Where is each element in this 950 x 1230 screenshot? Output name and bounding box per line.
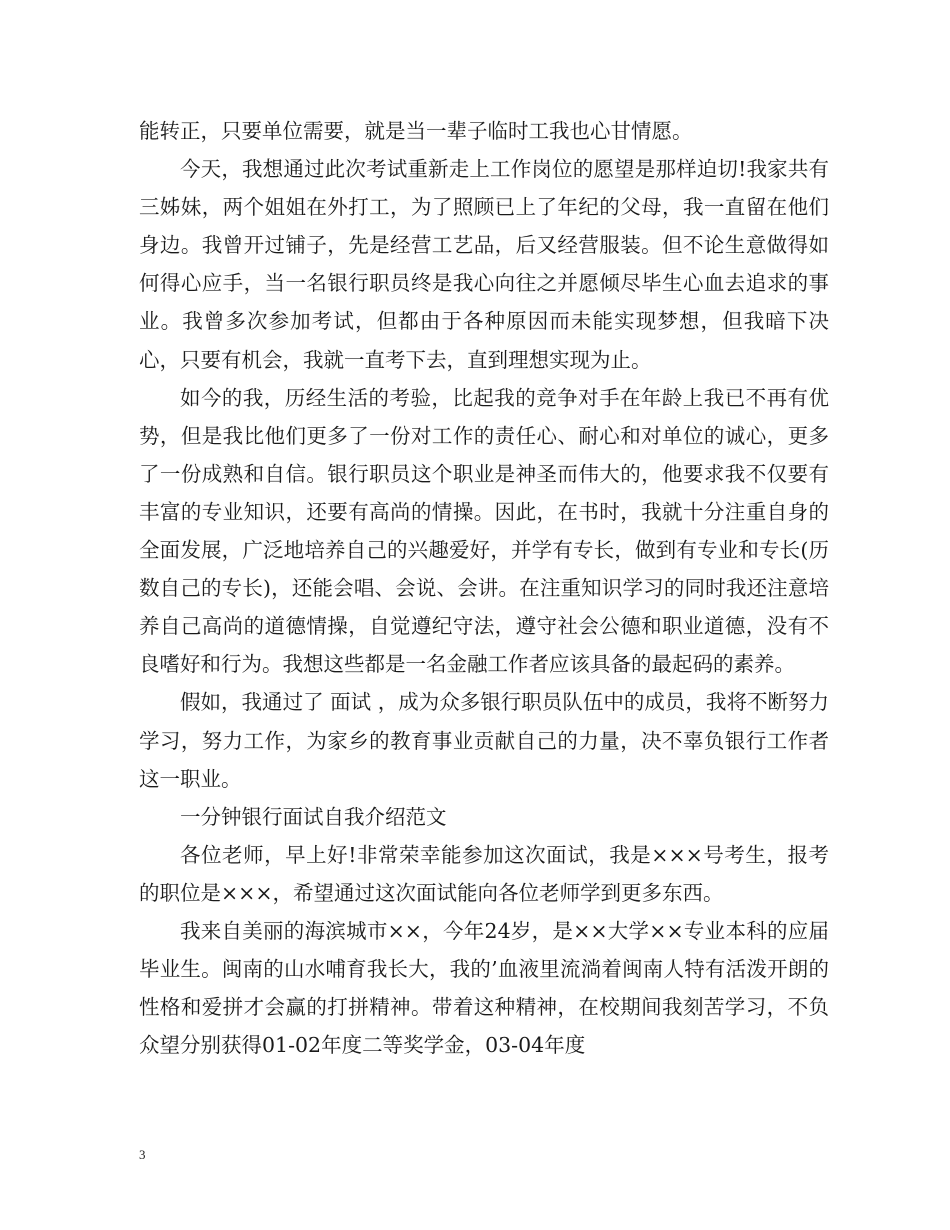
paragraph-greeting: 各位老师，早上好!非常荣幸能参加这次面试，我是×××号考生，报考的职位是×××，希望通过这次面试能向各位老师学到更多东西。 [139,842,829,905]
paragraph-background: 我来自美丽的海滨城市××，今年24岁，是××大学××专业本科的应届毕业生。闽南的山水哺育我长大，我的’血液里流淌着闽南人特有活泼开朗的性格和爱拼才会赢的打拼精神。带着这种精神，在校期间我刻苦学习，不负众望分别获得01-02年度二等奖学金，03-04年度 [139,918,829,1058]
paragraph-if-pass: 假如，我通过了 面试 ，成为众多银行职员队伍中的成员，我将不断努力学习，努力工作，为家乡的教育事业贡献自己的力量，决不辜负银行工作者这一职业。 [139,690,829,791]
paragraph-current-self: 如今的我，历经生活的考验，比起我的竞争对手在年龄上我已不再有优势，但是我比他们更多了一份对工作的责任心、耐心和对单位的诚心，更多了一份成熟和自信。银行职员这个职业是神圣而伟大的，他要求我不仅要有丰富的专业知识，还要有高尚的情操。因此，在书时，我就十分注重自身的全面发展，广泛地培养自己的兴趣爱好，并学有专长，做到有专业和专长(历数自己的专长)，还能会唱、会说、会讲。在注重知识学习的同时我还注意培养自己高尚的道德情操，自觉遵纪守法，遵守社会公德和职业道德，没有不良嗜好和行为。我想这些都是一名金融工作者应该具备的最起码的素养。 [139,385,829,677]
paragraph-today-wish: 今天，我想通过此次考试重新走上工作岗位的愿望是那样迫切!我家共有三姊妹，两个姐姐在外打工，为了照顾已上了年纪的父母，我一直留在他们身边。我曾开过铺子，先是经营工艺品，后又经营服装。但不论生意做得如何得心应手，当一名银行职员终是我心向往之并愿倾尽毕生心血去追求的事业。我曾多次参加考试，但都由于各种原因而未能实现梦想，但我暗下决心，只要有机会，我就一直考下去，直到理想实现为止。 [139,157,829,372]
paragraph-continuation: 能转正，只要单位需要，就是当一辈子临时工我也心甘情愿。 [139,119,693,143]
section-heading: 一分钟银行面试自我介绍范文 [180,804,447,829]
document-body [139,112,829,1064]
page-number: 3 [139,1147,146,1162]
